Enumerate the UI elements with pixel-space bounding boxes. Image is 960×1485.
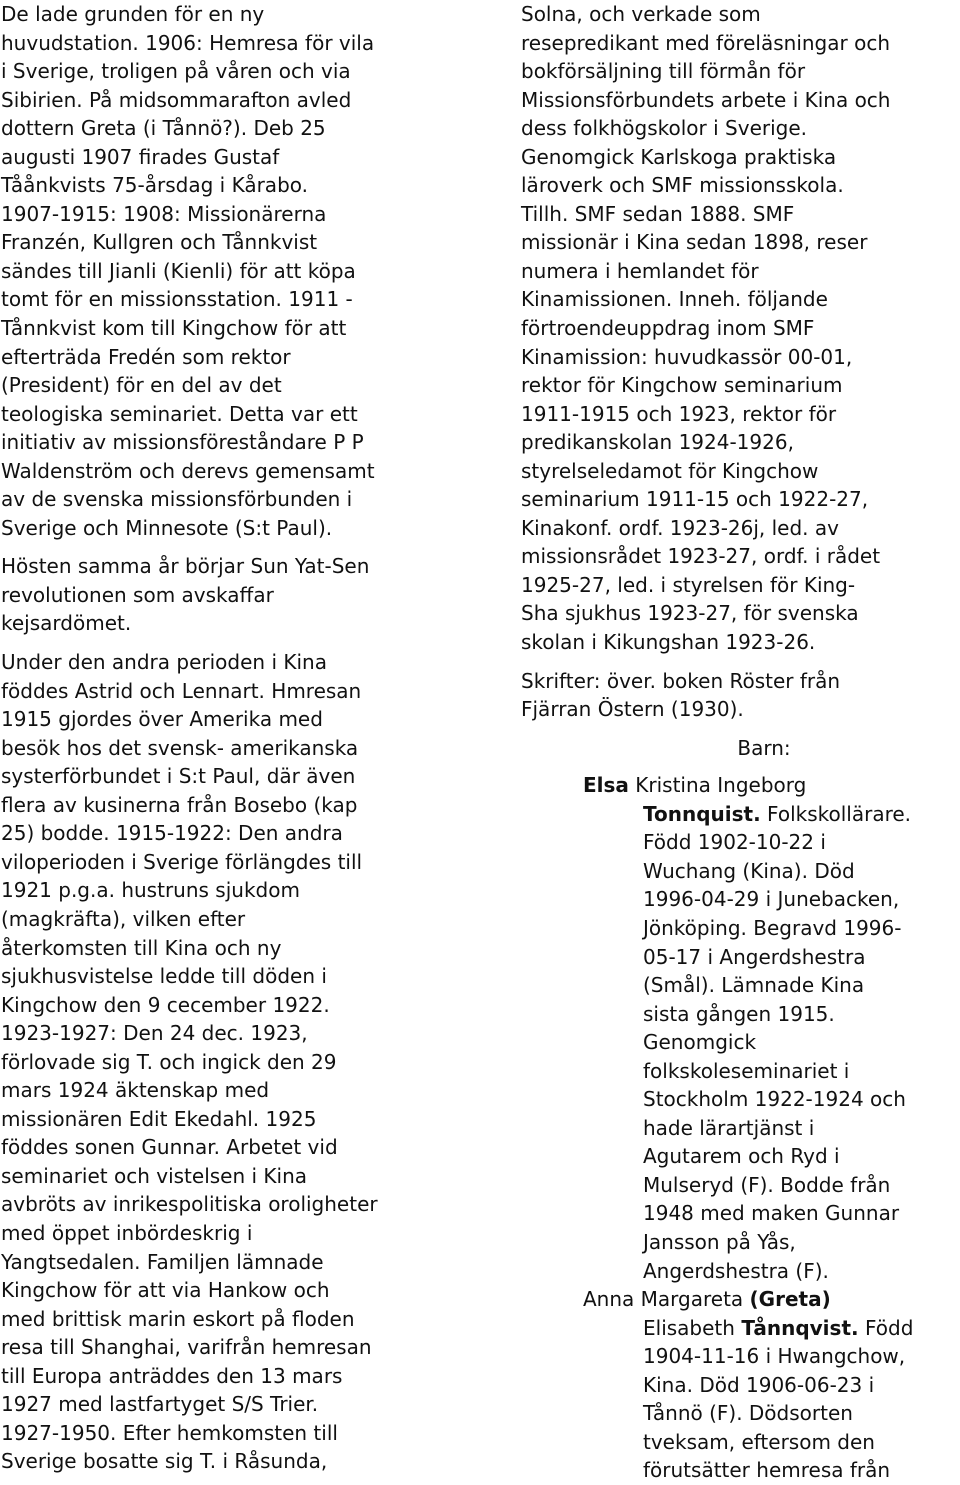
- text-line: avbröts av inrikespolitiska oroligheter: [1, 1192, 378, 1217]
- text-line: 05-17 i Angerdshestra: [643, 944, 866, 969]
- text-line: Tånnö (F). Dödsorten: [643, 1401, 853, 1426]
- text-line: styrelseledamot för Kingchow: [521, 458, 819, 483]
- child-entry-elsa: [521, 771, 957, 1285]
- text-line: Sverige bosatte sig T. i Råsunda,: [1, 1449, 328, 1474]
- left-column: [1, 0, 471, 1476]
- text-line: Genomgick Karlskoga praktiska: [521, 144, 837, 169]
- text-line: Mulseryd (F). Bodde från: [643, 1172, 891, 1197]
- text-line: revolutionen som avskaffar: [1, 582, 274, 607]
- text-line: Skrifter: över. boken Röster från: [521, 668, 841, 693]
- text-line: seminariet och vistelsen i Kina: [1, 1163, 308, 1188]
- text-line: sändes till Jianli (Kienli) för att köpa: [1, 258, 356, 283]
- paragraph-gap: [521, 657, 957, 667]
- text-line: föddes sonen Gunnar. Arbetet vid: [1, 1135, 338, 1160]
- text-line: bokförsäljning till förmån för: [521, 59, 806, 84]
- left-paragraph-1: [1, 0, 471, 542]
- text-line: 1923-1927: Den 24 dec. 1923,: [1, 1021, 308, 1046]
- text-line: huvudstation. 1906: Hemresa för vila: [1, 30, 375, 55]
- text-line: flera av kusinerna från Bosebo (kap: [1, 792, 358, 817]
- text-line: Yangtsedalen. Familjen lämnade: [1, 1249, 324, 1274]
- text-line: i Sverige, troligen på våren och via: [1, 59, 351, 84]
- text-line: 1911-1915 och 1923, rektor för: [521, 401, 837, 426]
- text-line: Under den andra perioden i Kina: [1, 650, 327, 675]
- text-line: mars 1924 äktenskap med: [1, 1078, 270, 1103]
- text-line: viloperioden i Sverige förlängdes till: [1, 849, 363, 874]
- text-line: rektor för Kingchow seminarium: [521, 373, 843, 398]
- text-line: 1921 p.g.a. hustruns sjukdom: [1, 878, 300, 903]
- text-line: förtroendeuppdrag inom SMF: [521, 316, 815, 341]
- child-name-line: [521, 1285, 957, 1314]
- text-line: Kingchow den 9 cecember 1922.: [1, 992, 330, 1017]
- text-line: (magkräfta), vilken efter: [1, 906, 246, 931]
- text-line: 25) bodde. 1915-1922: Den andra: [1, 821, 343, 846]
- text-line: tveksam, eftersom den: [643, 1429, 875, 1454]
- text-line: skolan i Kikungshan 1923-26.: [521, 630, 816, 655]
- text-line: 1904-11-16 i Hwangchow,: [643, 1344, 906, 1369]
- child-details: [521, 828, 957, 1285]
- text-line: Kinamission: huvudkassör 00-01,: [521, 344, 853, 369]
- text-line: Waldenström och derevs gemensamt: [1, 458, 375, 483]
- text-line: dess folkhögskolor i Sverige.: [521, 116, 808, 141]
- child-entry-greta: [521, 1285, 957, 1485]
- text-line: tomt för en missionsstation. 1911 -: [1, 287, 353, 312]
- text-line: Genomgick: [643, 1030, 757, 1055]
- text-line: initiativ av missionsföreståndare P P: [1, 430, 364, 455]
- text-line: av de svenska missionsförbunden i: [1, 487, 353, 512]
- text-line: dottern Greta (i Tånnö?). Deb 25: [1, 116, 326, 141]
- text-line: 1927-1950. Efter hemkomsten till: [1, 1420, 338, 1445]
- paragraph-gap: [521, 724, 957, 734]
- child-first-name: Elsa: [583, 773, 629, 798]
- child-name-line: [521, 771, 957, 800]
- text-line: Kinamissionen. Inneh. följande: [521, 287, 828, 312]
- paragraph-gap: [521, 762, 957, 771]
- text-line: Sha sjukhus 1923-27, för svenska: [521, 601, 859, 626]
- text-line: folkskoleseminariet i: [643, 1058, 850, 1083]
- text-line: De lade grunden för en ny: [1, 2, 265, 26]
- text-line: predikanskolan 1924-1926,: [521, 430, 794, 455]
- text-line: läroverk och SMF missionsskola.: [521, 173, 844, 198]
- text-line: missionär i Kina sedan 1898, reser: [521, 230, 868, 255]
- text-line: Kina. Död 1906-06-23 i: [643, 1372, 875, 1397]
- text-line: missionsrådet 1923-27, ordf. i rådet: [521, 544, 881, 569]
- text-line: Kingchow för att via Hankow och: [1, 1278, 330, 1303]
- text-line: sista gången 1915.: [643, 1001, 835, 1026]
- text-line: numera i hemlandet för: [521, 258, 759, 283]
- child-surname-line: [521, 1314, 957, 1343]
- text-line: Jönköping. Begravd 1996-: [643, 915, 902, 940]
- text-line: Hösten samma år börjar Sun Yat-Sen: [1, 554, 370, 579]
- text-line: 1907-1915: 1908: Missionärerna: [1, 201, 327, 226]
- text-line: 1948 med maken Gunnar: [643, 1201, 900, 1226]
- text-line: Tillh. SMF sedan 1888. SMF: [521, 201, 795, 226]
- text-line: Kinakonf. ordf. 1923-26j, led. av: [521, 515, 839, 540]
- text-line: (President) för en del av det: [1, 373, 282, 398]
- text-line: Tånnkvist kom till Kingchow för att: [1, 316, 347, 341]
- text-line: Wuchang (Kina). Död: [643, 858, 855, 883]
- text-line: resepredikant med föreläsningar och: [521, 30, 890, 55]
- child-details: [521, 1342, 957, 1485]
- text-line: Franzén, Kullgren och Tånnkvist: [1, 230, 318, 255]
- text-line: Sibirien. På midsommarafton avled: [1, 87, 352, 112]
- child-born-label: Född: [858, 1315, 914, 1340]
- paragraph-gap: [1, 542, 471, 552]
- text-line: sjukhusvistelse ledde till döden i: [1, 964, 327, 989]
- text-line: med öppet inbördeskrig i: [1, 1220, 253, 1245]
- right-paragraph-1: [521, 0, 957, 657]
- text-line: Fjärran Östern (1930).: [521, 697, 744, 722]
- text-line: 1927 med lastfartyget S/S Trier.: [1, 1392, 319, 1417]
- text-line: till Europa anträddes den 13 mars: [1, 1363, 343, 1388]
- text-line: Solna, och verkade som: [521, 2, 761, 26]
- text-line: besök hos det svensk- amerikanska: [1, 735, 359, 760]
- text-line: Född 1902-10-22 i: [643, 830, 826, 855]
- text-line: systerförbundet i S:t Paul, där även: [1, 764, 356, 789]
- child-occupation: Folkskollärare.: [760, 801, 912, 826]
- left-paragraph-3: [1, 648, 471, 1476]
- child-middle-names: Kristina Ingeborg: [628, 773, 807, 798]
- left-paragraph-2: [1, 552, 471, 638]
- child-surname: Tonnquist.: [643, 801, 761, 826]
- text-line: 1925-27, led. i styrelsen för King-: [521, 572, 856, 597]
- text-line: 1915 gjordes över Amerika med: [1, 707, 323, 732]
- text-line: Tåånkvists 75-årsdag i Kårabo.: [1, 173, 309, 198]
- text-line: förutsätter hemresa från: [643, 1458, 891, 1483]
- text-line: Agutarem och Ryd i: [643, 1144, 840, 1169]
- text-line: seminarium 1911-15 och 1922-27,: [521, 487, 869, 512]
- text-line: hade lärartjänst i: [643, 1115, 815, 1140]
- text-line: resa till Shanghai, varifrån hemresan: [1, 1335, 372, 1360]
- text-line: Missionsförbundets arbete i Kina och: [521, 87, 891, 112]
- text-line: missionären Edit Ekedahl. 1925: [1, 1106, 317, 1131]
- text-line: teologiska seminariet. Detta var ett: [1, 401, 358, 426]
- text-line: Angerdshestra (F).: [643, 1258, 829, 1283]
- text-line: förlovade sig T. och ingick den 29: [1, 1049, 337, 1074]
- text-line: föddes Astrid och Lennart. Hmresan: [1, 678, 362, 703]
- children-heading: Barn:: [737, 735, 791, 760]
- text-line: kejsardömet.: [1, 611, 132, 636]
- paragraph-gap: [1, 638, 471, 648]
- text-line: Jansson på Yås,: [643, 1229, 796, 1254]
- right-paragraph-2: [521, 667, 957, 724]
- right-column: [521, 0, 957, 1485]
- text-line: Sverige och Minnesote (S:t Paul).: [1, 515, 333, 540]
- child-given-names: Anna Margareta: [583, 1287, 750, 1312]
- text-line: augusti 1907 firades Gustaf: [1, 144, 280, 169]
- text-line: med brittisk marin eskort på floden: [1, 1306, 355, 1331]
- child-surname-line: [521, 800, 957, 829]
- text-line: 1996-04-29 i Junebacken,: [643, 887, 900, 912]
- text-line: (Smål). Lämnade Kina: [643, 973, 865, 998]
- text-line: efterträda Fredén som rektor: [1, 344, 291, 369]
- text-line: Stockholm 1922-1924 och: [643, 1087, 906, 1112]
- child-nickname: (Greta): [749, 1287, 831, 1312]
- child-surname: Tånnqvist.: [741, 1315, 859, 1340]
- text-line: återkomsten till Kina och ny: [1, 935, 282, 960]
- child-middle-name: Elisabeth: [643, 1315, 742, 1340]
